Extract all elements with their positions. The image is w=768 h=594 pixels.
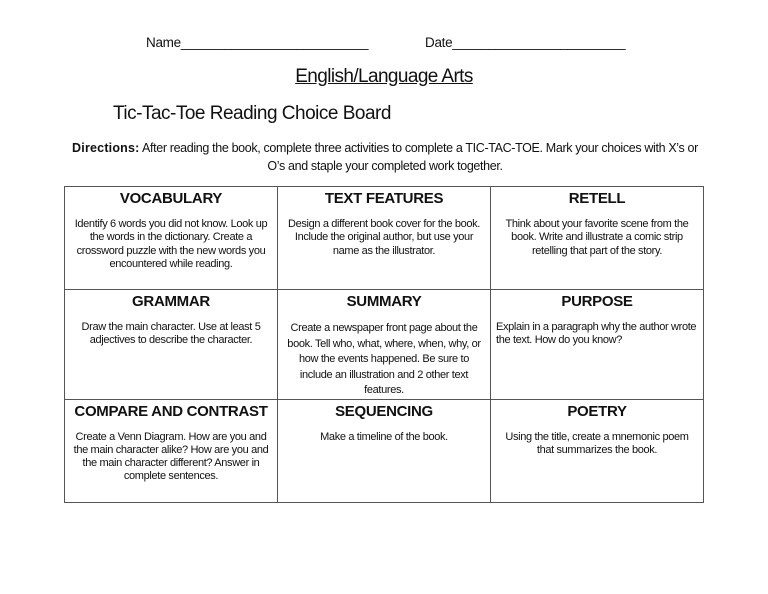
cell-heading: SEQUENCING [335, 402, 433, 420]
cell-heading: RETELL [568, 190, 626, 207]
cell-heading: COMPARE AND CONTRAST [74, 402, 268, 420]
header-line [0, 35, 768, 55]
cell-heading: TEXT FEATURES [324, 190, 444, 207]
cell-heading: VOCABULARY [119, 190, 223, 207]
cell-heading: POETRY [567, 402, 627, 420]
cell-text: Create a newspaper front page about the book. Tell who, what, where, when, why, or how the events happened. Be sure to include an illustration and 2 other text features. [287, 322, 481, 396]
board-row [65, 187, 704, 290]
cell-text: Explain in a paragraph why the author wrote the text. How do you know? [496, 321, 697, 347]
directions [70, 139, 700, 175]
directions-label: Directions: [72, 141, 140, 155]
name-field[interactable]: Name__________________________ [146, 35, 369, 50]
choice-board [64, 186, 704, 503]
cell-text: Create a Venn Diagram. How are you and the main character alike? How are you and the main character different? Answer in complete sentences. [73, 430, 269, 483]
cell-text: Design a different book cover for the book. Include the original author, but use your name as the illustrator. [287, 218, 481, 257]
directions-text: After reading the book, complete three activities to complete a TIC-TAC-TOE. Mark your choices with X’s or O’s and staple your completed work together. [139, 141, 698, 173]
board-cell-summary[interactable] [278, 290, 491, 400]
board-cell-grammar[interactable] [65, 290, 278, 400]
page-title: English/Language Arts [295, 66, 473, 87]
cell-heading: SUMMARY [346, 293, 422, 310]
board-row [65, 290, 704, 400]
cell-heading: GRAMMAR [132, 293, 210, 310]
board-cell-vocabulary[interactable] [65, 187, 278, 290]
cell-text: Identify 6 words you did not know. Look up the words in the dictionary. Create a crossword puzzle with the new words you encountered while reading. [74, 218, 268, 270]
date-field[interactable]: Date________________________ [425, 35, 626, 50]
cell-heading: PURPOSE [561, 293, 633, 310]
cell-text: Think about your favorite scene from the book. Write and illustrate a comic strip retelling that part of the story. [505, 218, 689, 257]
board-row [65, 399, 704, 502]
board-cell-sequencing[interactable] [278, 399, 491, 502]
cell-text: Draw the main character. Use at least 5 adjectives to describe the character. [81, 321, 261, 347]
board-cell-retell[interactable] [491, 187, 704, 290]
board-cell-purpose[interactable] [491, 290, 704, 400]
board-subtitle: Tic-Tac-Toe Reading Choice Board [113, 103, 391, 124]
cell-text: Make a timeline of the book. [320, 430, 448, 443]
board-cell-compare-and-contrast[interactable] [65, 399, 278, 502]
board-cell-text-features[interactable] [278, 187, 491, 290]
board-cell-poetry[interactable] [491, 399, 704, 502]
cell-text: Using the title, create a mnemonic poem that summarizes the book. [505, 430, 689, 456]
